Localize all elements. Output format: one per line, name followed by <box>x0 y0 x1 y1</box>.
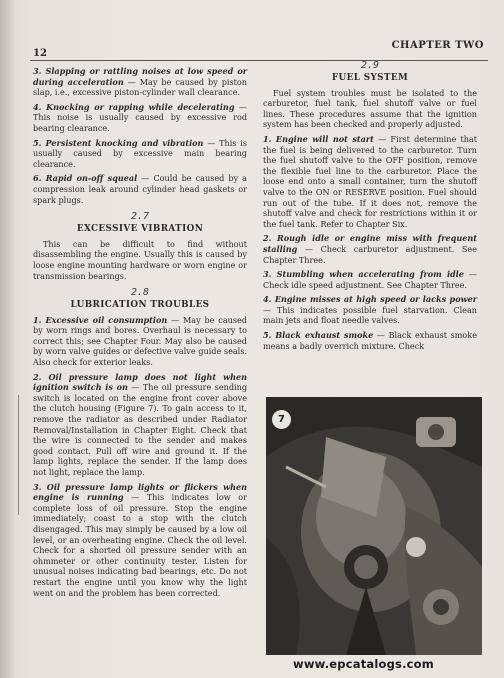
section-title-lubrication: LUBRICATION TROUBLES <box>70 300 210 311</box>
list-item: 3. Stumbling when accelerating from idle — Check idle speed adjustment. See Chapter Three. <box>263 269 477 290</box>
page-number: 12 <box>33 48 47 59</box>
engine-photo-figure <box>266 397 482 655</box>
right-column <box>263 60 477 355</box>
engine-photo-illustration <box>266 397 482 655</box>
list-item: 3. Oil pressure lamp lights or flickers when engine is running — This indicates low or complete loss of oil pressure. Stop the engine immediately; coast to a stop with the clutch disengaged. This may simply be caused by a low oil level, or an overheating engine. Check the oil level. Check for a shorted oil pressure sender with an ohmmeter or other continuity tester. Listen for unusual noises indicating bad bearings, etc. Do not restart the engine until you know why the light went on and the problem has been corrected. <box>33 481 247 598</box>
list-item: 4. Knocking or rapping while decelerating — This noise is usually caused by excessive rod bearing clearance. <box>33 101 247 133</box>
handwritten-section-number: 2.9 <box>360 60 380 71</box>
list-item: 5. Persistent knocking and vibration — This is usually caused by excessive main bearing clearance. <box>33 137 247 169</box>
list-item: 1. Engine will not start — First determine that the fuel is being delivered to the carburetor. Turn the fuel shutoff valve to the OFF position, remove the flexible fuel line to the carburetor. Place the loose end onto a small container, turn the shutoff valve to the ON or RESERVE position. Fuel should run out of the tube. If it does not, remove the shutoff valve and check for restrictions within it or the fuel tank. Refer to Chapter Six. <box>263 133 477 229</box>
figure-number-badge: 7 <box>272 410 291 429</box>
section-body: Fuel system troubles must be isolated to the carburetor, fuel tank, fuel shutoff valve or fuel lines. These procedures assume that the ignition system has been checked and properly adjusted. <box>263 87 477 130</box>
list-item: 3. Slapping or rattling noises at low speed or during acceleration — May be caused by piston slap, i.e., excessive piston-cylinder wall clearance. <box>33 66 248 98</box>
handwritten-section-number: 2.8 <box>130 287 150 299</box>
handwritten-section-number: 2.7 <box>130 211 150 223</box>
margin-mark <box>18 395 19 515</box>
list-item: 6. Rapid on-off squeal — Could be caused by a compression leak around cylinder head gaskets or spark plugs. <box>33 173 247 205</box>
left-column <box>33 66 247 602</box>
chapter-heading: CHAPTER TWO <box>391 40 484 51</box>
list-item: 2. Oil pressure lamp does not light when ignition switch is on — The oil pressure sending switch is located on the engine front cover above the clutch housing (Figure 7). To gain access to it, remove the radiator as described under Radiator Removal/Installation in Chapter Eight. Check that the wire is connected to the sender and makes good contact. Pull off wire and ground it. If the lamp lights, replace the sender. If the lamp does not light, replace the lamp. <box>33 371 248 477</box>
list-item: 1. Excessive oil consumption — May be caused by worn rings and bores. Overhaul is necessary to correct this; see Chapter Four. May also be caused by worn valve guides or defective valve guide seals. Also check for exterior leaks. <box>33 314 247 368</box>
section-title-vibration: EXCESSIVE VIBRATION <box>76 224 204 235</box>
list-item: 2. Rough idle or engine miss with frequent stalling — Check carburetor adjustment. See Chapter Three. <box>263 233 477 265</box>
list-item: 5. Black exhaust smoke — Black exhaust smoke means a badly overrich mixture. Check <box>263 330 477 351</box>
section-body: This can be difficult to find without disassembling the engine. Usually this is caused by loose engine mounting hardware or worn engine or transmission bearings. <box>33 238 247 281</box>
list-item: 4. Engine misses at high speed or lacks power — This indicates possible fuel starvation. Clean main jets and float needle valves. <box>263 294 477 326</box>
watermark: www.epcatalogs.com <box>293 657 434 671</box>
page-binding-shadow <box>0 0 14 678</box>
section-title-fuel: FUEL SYSTEM <box>331 73 409 83</box>
